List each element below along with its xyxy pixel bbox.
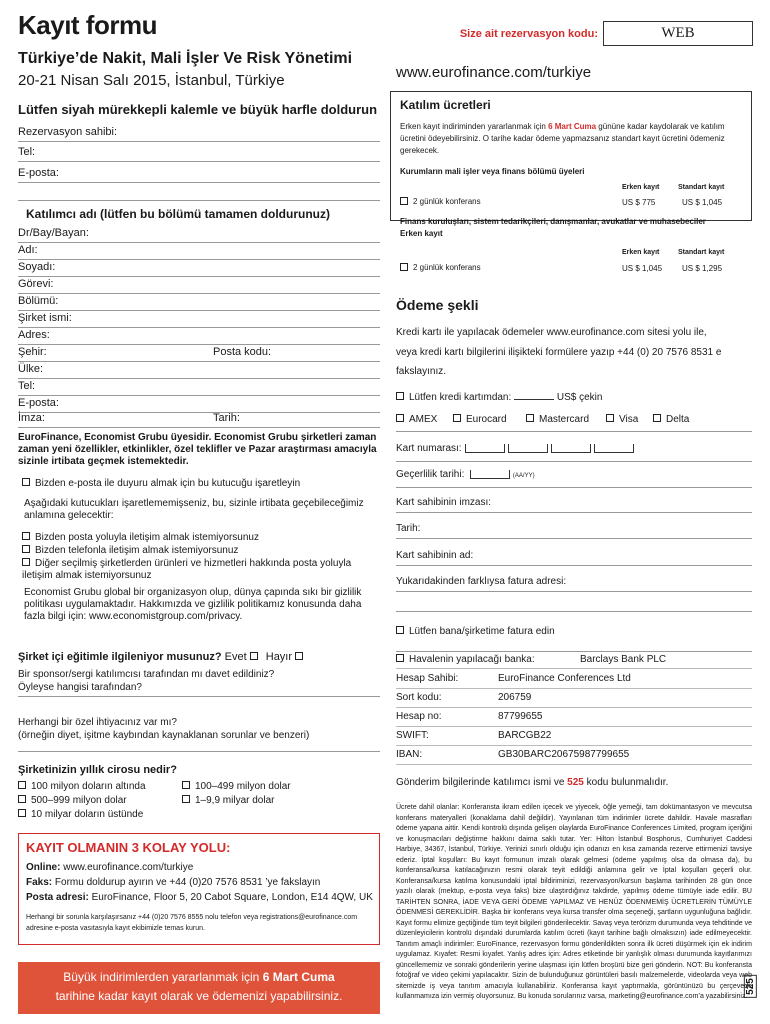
revenue-title: Şirketinizin yıllık cirosu nedir? [18,764,177,776]
fee-option-1[interactable]: 2 günlük konferans [400,197,481,206]
checkbox[interactable] [18,795,26,803]
economist-group-info: EuroFinance, Economist Grubu üyesidir. Economist Grubu şirketleri zaman zaman yeni özellikler, etkinlikler, özel teklifler ve Pazar araştırması amacıyla sizinle irtibata geçmek istemektedir. [18,432,377,467]
fee-standard-2: US $ 1,295 [682,264,723,273]
revenue-option[interactable]: 100 milyon doların altında [18,781,146,793]
opt-out-post[interactable]: Bizden posta yoluyla iletişim almak istemiyorsunuz [22,532,259,544]
bank-transfer-option[interactable]: Havalenin yapılacağı banka: Barclays Bank PLC [396,651,752,669]
bank-row: Sort kodu: 206759 [396,690,752,708]
page-title: Kayıt formu [18,10,157,40]
phone-field[interactable] [18,379,380,396]
card-signature-field[interactable]: Kart sahibinin imzası: [396,494,752,513]
email-opt-in[interactable]: Bizden e-posta ile duyuru almak için bu kutucuğu işaretleyin [22,478,300,490]
col-early: Erken kayıt [622,249,660,256]
field-label: Ülke: [18,363,44,375]
terms-fine-print: Ücrete dahil olanlar: Konferansta ikram edilen içecek ve yiyecek, öğle yemeği, tam dokümantasyon ve mevcutsa konferans materyalleri (konaklama dahil değildir). Yayınlanan tüm indirimler ücrete dahildir. Havale masrafları ödeme yapana aittir. Kendi kontrolü dışında gelişen olaylarda EuroFinance Conferences Limited, program içeriğini ve konuşmacıları değiştirme hakkını daima saklı tutar. Yer: Hilton İstanbul Bosphorus, Cumhuriyet Caddesi Harbiye, 34367, İstanbul, Türkiye. Yerinizi sınırlı olduğu için odanızı en kısa zamanda rezerve ettirmenizi tavsiye ederiz. İptal koşulları: Bu kayıt formunun imzalı olarak gelmesi (ödeme yapılmış olsa da olmasa da), bu konferansa/kursa katılacağınızın resmi olarak teyit edildiği anlamına gelir ve İptal koşulları geçerli olur. Konferansa/kursa katılma konusundaki iptal bildiriminizi, rezervasyon/kursun başlama tarihinden 28 gün önce yazılı olarak (mektup, e-posta veya faks) bize ulaştırdığınız takdirde, yapılmış ödeme tümüyle iade edilir. BU TARİHTEN SONRA, İADE VEYA GERİ ÖDEME YAPILMAZ VE HENÜZ ÖDENMEMİŞ ÜCRETLERİN TÜMÜYLE ÖDENMESİ GEREKLİDİR. Başka bir konferans veya kursa transfer olma seçeneği, şartların uygunluğuna bağlıdır. Kayıt formu elimize geçtiğinde tüm teyit bilgileri gönderilecektir. Savaş veya terörizm durumunda veya tehditinde ve düzenleyicilerin kontrolü dışındaki durumlarda katılım ücreti (kayıt tarihine bağlı olmaksızın) iade edilmeyecektir. Tanıtım amaçlı indirimler: EuroFinance, rezervasyon formu gönderildikten sonra ilk ücreti düşürmek için ek indirim uygulamaz. Kıyafet: Resmi kıyafet. Yanlış adres için: Adres etiketinde bir yanlışlık olması durumunda kayıtlarımızı güncellememiz ve sonraki gönderilerin yerine ulaşması için lütfen broşürü bize geri gönderin. NOT: Bu konferansta fotoğraf ve video çekimi yapılacaktır. Sizin de bulunduğunuz görüntüleri basılı malzemelerde, videolarda veya web sitemizde iş veya tanıtım amacıyla kullanabiliriz. Konferansa kayıt yaptırmakla, görüntünüzü bu çerçevede kullanmamıza izin vermiş oluyorsunuz. Bu konuda sorularınız varsa, marketing@eurofinance.com’a yazabilirsiniz. [396,804,752,1000]
col-early: Erken kayıt [622,184,660,191]
first-name-field[interactable] [18,243,380,260]
col-standard: Standart kayıt [678,184,725,191]
postcode-label[interactable]: Posta kodu: [213,346,272,358]
bank-row: IBAN: GB30BARC20675987799655 [396,747,752,765]
field-label: Tel: [18,380,36,392]
fees-note: Erken kayıt indiriminden yararlanmak için 6 Mart Cuma gününe kadar kaydolarak ve katılım ücretini ödeyebilirsiniz. O tarihe kadar ödeme yapmazsanız standart kayıt ücretini ödemeniz gerekecek. [400,122,725,155]
checkbox[interactable] [400,197,408,205]
field-label: E-posta: [18,167,59,179]
fee-early-2: US $ 1,045 [622,264,663,273]
fee-early-1: US $ 775 [622,198,656,207]
checkbox[interactable] [400,263,408,271]
position-field[interactable] [18,277,380,294]
payment-text-3: fakslayınız. [396,366,447,377]
invoice-address-extra[interactable] [396,593,752,612]
reservation-code-label: Size ait rezervasyon kodu: [459,28,598,40]
fees-title: Katılım ücretleri [400,98,491,112]
credit-card-option[interactable]: Lütfen kredi kartımdan: US$ çekin [396,391,602,405]
checkbox[interactable] [396,654,404,662]
company-field[interactable] [18,311,380,328]
department-field[interactable] [18,294,380,311]
checkbox[interactable] [22,478,30,486]
card-delta[interactable]: Delta [653,411,689,428]
reference-note: Gönderim bilgilerinde katılımcı ismi ve 525 kodu bulunmalıdır. [396,777,669,788]
col-standard: Standart kayıt [678,249,725,256]
event-title: Türkiye’de Nakit, Mali İşler Ve Risk Yönetimi [18,50,353,67]
reservation-phone-field[interactable] [18,145,380,162]
card-visa[interactable]: Visa [606,411,638,428]
country-field[interactable] [18,362,380,379]
fee-option-2[interactable]: 2 günlük konferans [400,263,481,272]
date-label[interactable]: Tarih: [213,412,240,424]
checkbox[interactable] [182,781,190,789]
payment-date-field[interactable]: Tarih: [396,520,752,539]
revenue-option[interactable]: 500–999 milyon dolar [18,795,127,807]
field-label: Şehir: [18,346,47,358]
checkbox[interactable] [396,626,404,634]
reservation-email-field[interactable] [18,166,380,183]
fax-step: Faks: Formu doldurup ayırın ve +44 (0)20 7576 8531 ’ye fakslayın [26,877,321,888]
revenue-option[interactable]: 100–499 milyon dolar [182,781,291,793]
checkbox[interactable] [18,809,26,817]
field-label: Adres: [18,329,50,341]
card-eurocard[interactable]: Eurocard [453,411,507,428]
last-name-field[interactable] [18,260,380,277]
address-field[interactable] [18,328,380,345]
training-question: Şirket içi eğitimle ilgileniyor musunuz? Evet Hayır [18,651,380,663]
reservation-code-box[interactable]: WEB [603,21,753,46]
invoice-address-field[interactable]: Yukarıdakinden farklıysa fatura adresi: [396,573,752,592]
online-step: Online: www.eurofinance.com/turkiye [26,862,194,873]
card-number-field[interactable]: Kart numarası: [396,440,752,462]
card-mastercard[interactable]: Mastercard [526,411,589,428]
invoice-me-option[interactable]: Lütfen bana/şirketime fatura edin [396,625,555,639]
field-label: İmza: [18,412,45,424]
checkbox[interactable] [396,392,404,400]
privacy-policy-text: Economist Grubu global bir organizasyon olup, dünya çapında sıkı bir gizlilik politikası uygulamaktadır. Hakkımızda ve gizlilik politikamız konusunda daha fazla bilgi için: www.economistgroup.com/privacy. [24,587,362,622]
checkbox[interactable] [22,545,30,553]
amount-field[interactable] [514,399,554,400]
field-label: Adı: [18,244,38,256]
form-code: 525 [744,975,757,998]
sponsor-field[interactable] [18,696,380,697]
registration-ways-title: KAYIT OLMANIN 3 KOLAY YOLU: [26,840,231,855]
event-date-location: 20-21 Nisan Salı 2015, İstanbul, Türkiye [18,72,285,89]
bank-row: Hesap Sahibi: EuroFinance Conferences Ltd [396,671,752,689]
fee-group-2: Finans kuruluşları, sistem tedarikçileri, danışmanlar, avukatlar ve muhasebeciler Erken kayıt [400,217,706,238]
revenue-option[interactable]: 1–9,9 milyar dolar [182,795,274,807]
checkbox[interactable] [22,558,30,566]
bank-row: Hesap no: 87799655 [396,709,752,727]
field-label: E-posta: [18,397,59,409]
payment-text-2: veya kredi kartı bilgilerini ilişikteki formülere yazıp +44 (0) 20 7576 8531 e [396,347,722,358]
city-field[interactable] [18,345,380,362]
field-label: Tel: [18,146,36,158]
payment-text-1: Kredi kartı ile yapılacak ödemeler www.eurofinance.com sitesi yolu ile, [396,327,707,338]
fill-instruction: Lütfen siyah mürekkepli kalemle ve büyük harfle doldurun [18,102,378,117]
signature-field[interactable] [18,411,380,428]
checkbox[interactable] [18,781,26,789]
field-label: Görevi: [18,278,54,290]
no-checkbox[interactable] [295,652,303,660]
payment-title: Ödeme şekli [396,297,479,313]
participant-title: Katılımcı adı (lütfen bu bölümü tamamen doldurunuz) [26,207,330,221]
fee-group-1: Kurumların mali işler veya finans bölümü üyeleri [400,167,585,176]
sponsor-question: Bir sponsor/sergi katılımcısı tarafından mı davet edildiniz? Öyleyse hangisi tarafından? [18,669,275,693]
yes-checkbox[interactable] [250,652,258,660]
bank-row: SWIFT: BARCGB22 [396,728,752,746]
cardholder-name-field[interactable]: Kart sahibinin ad: [396,547,752,566]
field-label: Soyadı: [18,261,56,273]
card-amex[interactable]: AMEX [396,411,437,428]
field-label: Rezervasyon sahibi: [18,126,118,138]
field-label: Bölümü: [18,295,59,307]
early-bird-banner: Büyük indirimlerden yararlanmak için 6 Mart Cuma tarihine kadar kayıt olarak ve ödemenizi yapabilirsiniz. [18,962,380,1014]
field-label: Dr/Bay/Bayan: [18,227,89,239]
checkbox[interactable] [22,532,30,540]
website-url[interactable]: www.eurofinance.com/turkiye [396,64,592,81]
special-needs-field[interactable] [18,751,380,752]
title-field[interactable] [18,226,380,243]
fee-standard-1: US $ 1,045 [682,198,723,207]
opt-out-phone[interactable]: Bizden telefonla iletişim almak istemiyorsunuz [22,545,238,557]
opt-out-third-party[interactable]: Diğer seçilmiş şirketlerden ürünleri ve hizmetleri hakkında posta yoluyla iletişim almak istemiyorsunuz [22,558,352,581]
post-step: Posta adresi: EuroFinance, Floor 5, 20 Cabot Square, London, E14 4QW, UK [26,892,373,903]
opt-out-note: Aşağıdaki kutucukları işaretlememişseniz, bu, sizinle irtibata geçebileceğimiz anlamına gelecektir: [24,498,364,521]
revenue-option[interactable]: 10 milyar doların üstünde [18,809,143,821]
help-text: Herhangi bir sorunla karşılaşırsanız +44 (0)20 7576 8555 nolu telefon veya registrations@eurofinance.com adresine e-posta vasıtasıyla kayıt ekibimizle temas kurun. [26,914,358,932]
checkbox[interactable] [182,795,190,803]
reservation-holder-field[interactable] [18,125,380,142]
expiry-field[interactable]: Geçerlilik tarihi: (AA/YY) [396,466,752,488]
field-label: Şirket ismi: [18,312,72,324]
card-type-row [396,411,752,432]
special-needs-question: Herhangi bir özel ihtiyacınız var mı? (örneğin diyet, işitme kaybından kaynaklanan sorunlar ve benzeri) [18,717,310,741]
